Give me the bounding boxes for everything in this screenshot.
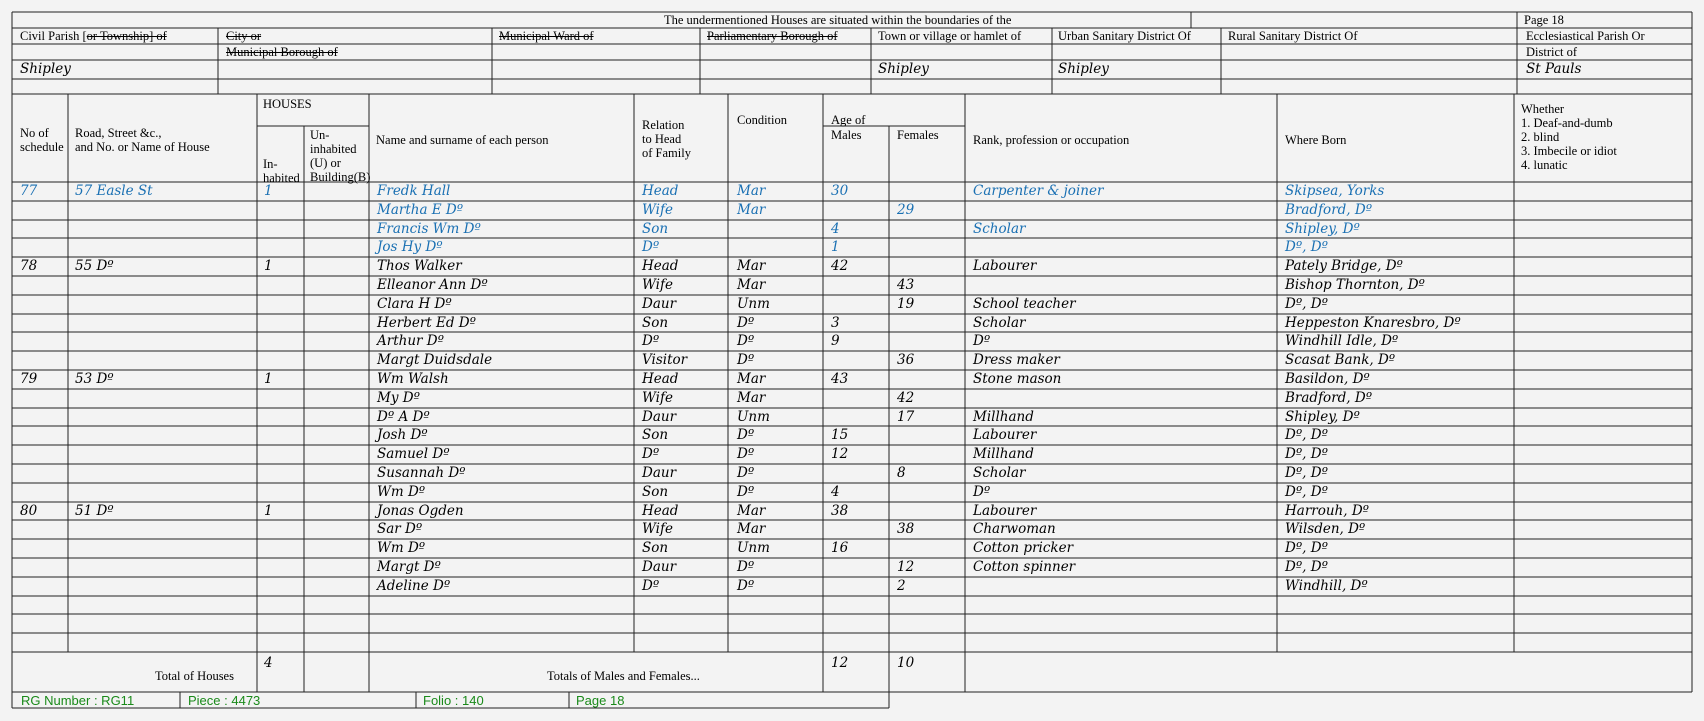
cell-born: Dº, Dº: [1285, 427, 1328, 443]
ecclesiastical-value: St Pauls: [1526, 61, 1582, 77]
col-males: Males: [831, 128, 862, 142]
col-relation: Relation to Head of Family: [642, 118, 691, 160]
total-males: 12: [831, 655, 849, 671]
col-whether: Whether 1. Deaf-and-dumb 2. blind 3. Imbecile or idiot 4. lunatic: [1521, 102, 1617, 172]
cell-relation: Wife: [642, 277, 673, 293]
col-inhabited: In- habited: [263, 157, 300, 185]
cell-name: Francis Wm Dº: [377, 221, 481, 237]
cell-relation: Dº: [642, 578, 660, 594]
cell-road: 53 Dº: [75, 371, 114, 387]
cell-born: Dº, Dº: [1285, 296, 1328, 312]
cell-relation: Daur: [642, 465, 677, 481]
cell-born: Shipley, Dº: [1285, 409, 1360, 425]
total-houses-label: Total of Houses: [155, 669, 234, 683]
cell-road: 51 Dº: [75, 503, 114, 519]
cell-name: Sar Dº: [377, 521, 423, 537]
cell-occupation: Labourer: [973, 258, 1037, 274]
cell-males: 9: [831, 333, 840, 349]
total-females: 10: [897, 655, 915, 671]
cell-relation: Son: [642, 315, 669, 331]
cell-relation: Dº: [642, 446, 660, 462]
cell-condition: Mar: [737, 390, 766, 406]
cell-occupation: Cotton spinner: [973, 559, 1076, 575]
cell-females: 42: [897, 390, 915, 406]
municipal-ward-header: Municipal Ward of: [499, 29, 594, 43]
cell-born: Basildon, Dº: [1285, 371, 1370, 387]
cell-name: Arthur Dº: [377, 333, 444, 349]
cell-born: Bishop Thornton, Dº: [1285, 277, 1425, 293]
cell-condition: Unm: [737, 540, 770, 556]
cell-born: Harrouh, Dº: [1285, 503, 1369, 519]
cell-condition: Mar: [737, 277, 766, 293]
cell-relation: Wife: [642, 390, 673, 406]
cell-condition: Mar: [737, 503, 766, 519]
cell-condition: Mar: [737, 371, 766, 387]
cell-name: Susannah Dº: [377, 465, 466, 481]
cell-relation: Daur: [642, 296, 677, 312]
cell-inhabited: 1: [264, 371, 273, 387]
cell-name: Fredk Hall: [377, 183, 451, 199]
cell-condition: Unm: [737, 409, 770, 425]
cell-road: 55 Dº: [75, 258, 114, 274]
cell-females: 36: [897, 352, 915, 368]
page-label: Page 18: [1524, 13, 1564, 27]
cell-relation: Daur: [642, 409, 677, 425]
cell-relation: Daur: [642, 559, 677, 575]
cell-name: Clara H Dº: [377, 296, 452, 312]
cell-males: 1: [831, 239, 840, 255]
cell-born: Wilsden, Dº: [1285, 521, 1366, 537]
cell-name: Herbert Ed Dº: [377, 315, 476, 331]
cell-condition: Mar: [737, 183, 766, 199]
footer-rg: RG Number : RG11: [21, 693, 135, 708]
cell-occupation: Scholar: [973, 315, 1026, 331]
cell-relation: Head: [642, 258, 679, 274]
cell-condition: Mar: [737, 258, 766, 274]
cell-males: 12: [831, 446, 849, 462]
cell-occupation: Scholar: [973, 465, 1026, 481]
cell-condition: Dº: [737, 484, 755, 500]
cell-relation: Head: [642, 503, 679, 519]
col-name: Name and surname of each person: [376, 133, 549, 147]
col-schedule: No of schedule: [20, 126, 64, 154]
cell-relation: Son: [642, 221, 669, 237]
cell-occupation: Labourer: [973, 503, 1037, 519]
cell-relation: Dº: [642, 333, 660, 349]
civil-parish-header: Civil Parish [or Township] of: [20, 29, 167, 43]
cell-name: Wm Dº: [377, 540, 426, 556]
cell-schedule: 78: [20, 258, 38, 274]
col-condition: Condition: [737, 113, 788, 127]
cell-relation: Son: [642, 427, 669, 443]
footer-page: Page 18: [576, 693, 625, 708]
cell-name: Martha E Dº: [377, 202, 464, 218]
rural-sanitary-header: Rural Sanitary District Of: [1228, 29, 1358, 43]
town-value: Shipley: [878, 61, 929, 77]
cell-name: Samuel Dº: [377, 446, 450, 462]
cell-name: Adeline Dº: [377, 578, 451, 594]
city-header: City or: [226, 29, 262, 43]
cell-condition: Dº: [737, 427, 755, 443]
cell-occupation: Labourer: [973, 427, 1037, 443]
col-occupation: Rank, profession or occupation: [973, 133, 1130, 147]
cell-males: 42: [831, 258, 849, 274]
cell-condition: Dº: [737, 465, 755, 481]
cell-occupation: Millhand: [973, 409, 1034, 425]
cell-born: Dº, Dº: [1285, 465, 1328, 481]
footer-piece: Piece : 4473: [188, 693, 261, 708]
total-houses-value: 4: [264, 655, 273, 671]
cell-inhabited: 1: [264, 258, 273, 274]
cell-females: 2: [897, 578, 906, 594]
cell-schedule: 80: [20, 503, 38, 519]
col-uninhabited: Un- inhabited (U) or Building(B): [310, 128, 371, 184]
cell-condition: Dº: [737, 446, 755, 462]
cell-name: Margt Dº: [377, 559, 441, 575]
cell-males: 43: [831, 371, 849, 387]
cell-name: Jos Hy Dº: [377, 239, 443, 255]
col-houses: HOUSES: [263, 97, 312, 111]
cell-occupation: Dº: [973, 484, 991, 500]
cell-relation: Son: [642, 484, 669, 500]
parliamentary-borough-header: Parliamentary Borough of: [707, 29, 838, 43]
cell-occupation: School teacher: [973, 296, 1076, 312]
cell-born: Bradford, Dº: [1285, 202, 1373, 218]
cell-occupation: Millhand: [973, 446, 1034, 462]
cell-condition: Mar: [737, 202, 766, 218]
cell-females: 38: [897, 521, 915, 537]
cell-females: 17: [897, 409, 915, 425]
col-road: Road, Street &c., and No. or Name of House: [75, 126, 210, 154]
cell-condition: Dº: [737, 559, 755, 575]
cell-relation: Head: [642, 183, 679, 199]
cell-occupation: Carpenter & joiner: [973, 183, 1104, 199]
cell-males: 15: [831, 427, 849, 443]
cell-born: Pately Bridge, Dº: [1285, 258, 1403, 274]
cell-condition: Unm: [737, 296, 770, 312]
urban-sanitary-header: Urban Sanitary District Of: [1058, 29, 1191, 43]
census-title: The undermentioned Houses are situated within the boundaries of the: [664, 13, 1012, 27]
cell-males: 4: [831, 484, 840, 500]
cell-born: Dº, Dº: [1285, 446, 1328, 462]
cell-name: Thos Walker: [377, 258, 462, 274]
footer-folio: Folio : 140: [423, 693, 484, 708]
cell-name: Jonas Ogden: [377, 503, 464, 519]
cell-occupation: Cotton pricker: [973, 540, 1074, 556]
cell-name: Josh Dº: [377, 427, 428, 443]
cell-females: 12: [897, 559, 915, 575]
cell-occupation: Dress maker: [973, 352, 1060, 368]
total-persons-label: Totals of Males and Females...: [547, 669, 700, 683]
cell-females: 29: [897, 202, 915, 218]
civil-parish-value: Shipley: [20, 61, 71, 77]
cell-schedule: 77: [20, 183, 38, 199]
ecclesiastical-header-2: District of: [1526, 45, 1578, 59]
cell-name: Dº A Dº: [377, 409, 430, 425]
cell-condition: Dº: [737, 578, 755, 594]
cell-relation: Son: [642, 540, 669, 556]
cell-born: Windhill, Dº: [1285, 578, 1368, 594]
urban-value: Shipley: [1058, 61, 1109, 77]
cell-occupation: Charwoman: [973, 521, 1056, 537]
col-born: Where Born: [1285, 133, 1347, 147]
town-header: Town or village or hamlet of: [878, 29, 1022, 43]
cell-relation: Wife: [642, 521, 673, 537]
municipal-borough-header: Municipal Borough of: [226, 45, 338, 59]
cell-males: 30: [831, 183, 849, 199]
cell-born: Dº, Dº: [1285, 540, 1328, 556]
cell-condition: Dº: [737, 352, 755, 368]
cell-name: Margt Duidsdale: [377, 352, 493, 368]
cell-born: Skipsea, Yorks: [1285, 183, 1385, 199]
cell-relation: Dº: [642, 239, 660, 255]
cell-condition: Dº: [737, 333, 755, 349]
cell-relation: Visitor: [642, 352, 688, 368]
cell-born: Scasat Bank, Dº: [1285, 352, 1396, 368]
cell-inhabited: 1: [264, 183, 273, 199]
cell-females: 8: [897, 465, 906, 481]
cell-condition: Dº: [737, 315, 755, 331]
cell-born: Bradford, Dº: [1285, 390, 1373, 406]
cell-occupation: Stone mason: [973, 371, 1062, 387]
cell-born: Shipley, Dº: [1285, 221, 1360, 237]
col-age-of: Age of: [831, 113, 866, 127]
cell-name: Elleanor Ann Dº: [377, 277, 488, 293]
ecclesiastical-header: Ecclesiastical Parish Or: [1526, 29, 1645, 43]
cell-occupation: Dº: [973, 333, 991, 349]
cell-born: Windhill Idle, Dº: [1285, 333, 1399, 349]
cell-males: 4: [831, 221, 840, 237]
cell-occupation: Scholar: [973, 221, 1026, 237]
cell-inhabited: 1: [264, 503, 273, 519]
cell-females: 43: [897, 277, 915, 293]
cell-road: 57 Easle St: [75, 183, 153, 199]
cell-males: 3: [831, 315, 840, 331]
cell-name: My Dº: [377, 390, 420, 406]
cell-schedule: 79: [20, 371, 38, 387]
cell-males: 38: [831, 503, 849, 519]
cell-born: Dº, Dº: [1285, 484, 1328, 500]
col-females: Females: [897, 128, 939, 142]
cell-males: 16: [831, 540, 849, 556]
cell-name: Wm Dº: [377, 484, 426, 500]
cell-born: Dº, Dº: [1285, 559, 1328, 575]
cell-born: Dº, Dº: [1285, 239, 1328, 255]
cell-relation: Head: [642, 371, 679, 387]
cell-females: 19: [897, 296, 915, 312]
cell-condition: Mar: [737, 521, 766, 537]
cell-born: Heppeston Knaresbro, Dº: [1285, 315, 1461, 331]
cell-relation: Wife: [642, 202, 673, 218]
cell-name: Wm Walsh: [377, 371, 449, 387]
